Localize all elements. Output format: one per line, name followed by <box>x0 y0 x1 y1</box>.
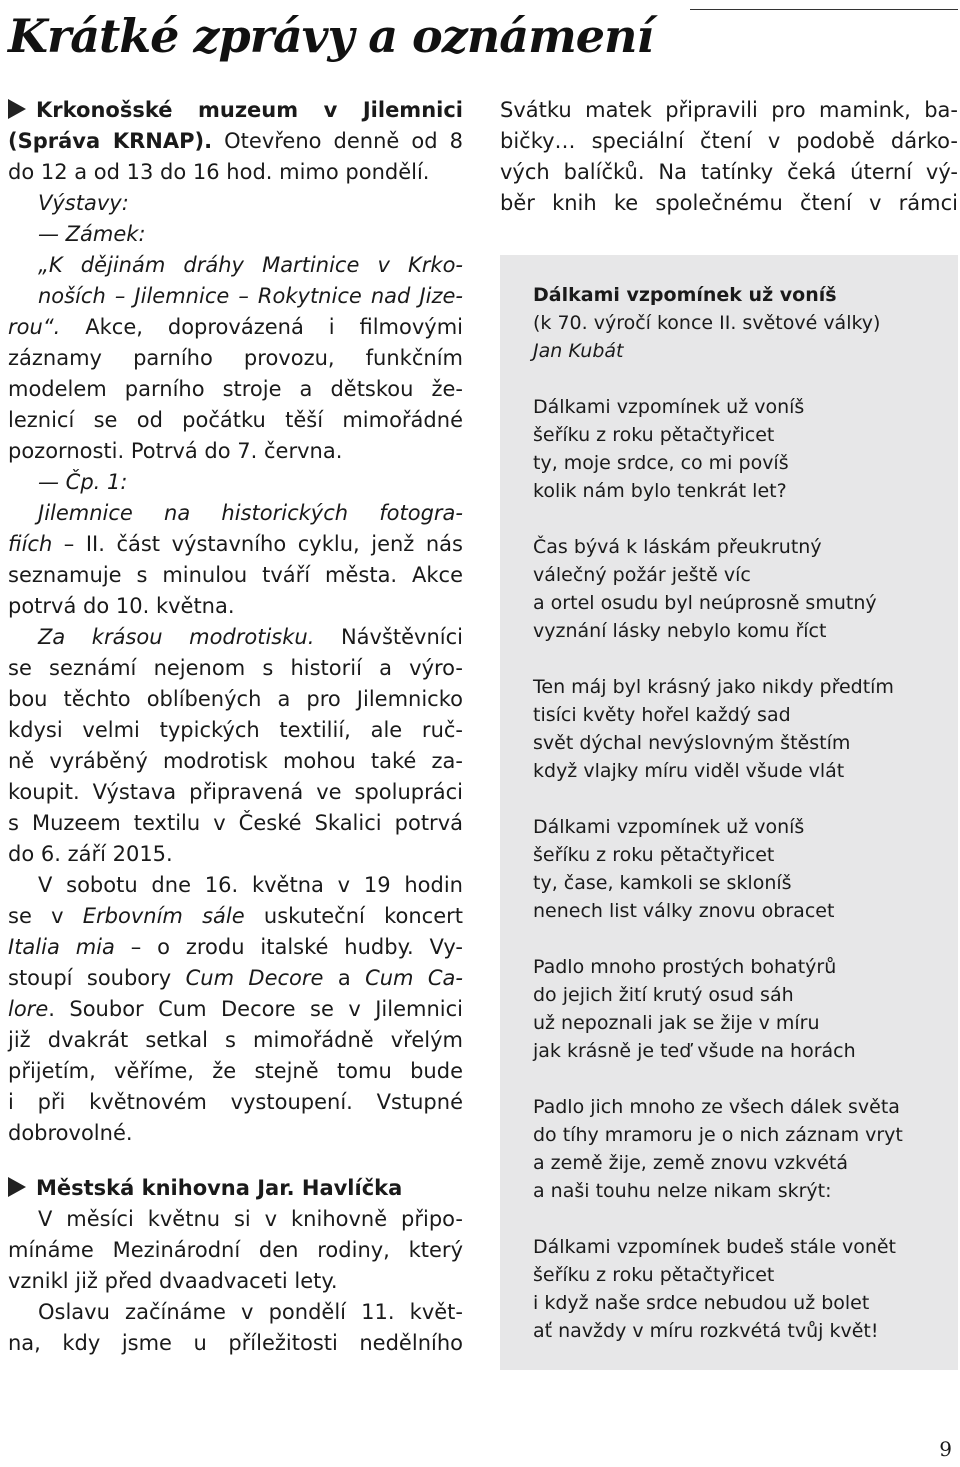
poem-line: do tíhy mramoru je o nich záznam vryt <box>533 1124 903 1146</box>
poem-line: Ten máj byl krásný jako nikdy předtím <box>533 676 894 698</box>
poem-title: Dálkami vzpomínek už voníš <box>533 284 837 306</box>
poem-stanza <box>533 673 953 785</box>
poem-line: do jejich žití krutý osud sáh <box>533 984 794 1006</box>
poem-line: válečný požár ještě víc <box>533 564 751 586</box>
poem-line: už nepoznali jak se žije v míru <box>533 1012 820 1034</box>
page-title: Krátké zprávy a oznámení <box>8 9 653 63</box>
poem-line: vyznání lásky nebylo komu říct <box>533 620 827 642</box>
poem-stanza <box>533 533 953 645</box>
poem-line: šeříku z roku pětačtyřicet <box>533 424 775 446</box>
poem-stanza <box>533 393 953 505</box>
poem-line: Padlo mnoho prostých bohatýrů <box>533 956 837 978</box>
poem-line: ty, moje srdce, co mi povíš <box>533 452 789 474</box>
poem-line: Dálkami vzpomínek budeš stále vonět <box>533 1236 896 1258</box>
right-column-text: Svátku matek připravili pro mamink, ba- bičky… speciální čtení v podobě dárko- vých balíčků. Na tatínky čeká úterní vý- běr knih ke společnému čtení v rámci <box>500 98 958 215</box>
triangle-bullet-icon <box>8 99 26 119</box>
poem-line: jak krásně je teď všude na horách <box>533 1040 856 1062</box>
poem-author: Jan Kubát <box>533 340 624 362</box>
museum-heading: Krkonošské muzeum v Jilemnici <box>8 95 463 126</box>
poem-stanza <box>533 953 953 1065</box>
library-heading: Městská knihovna Jar. Havlíčka <box>8 1173 463 1204</box>
poem <box>533 281 953 1345</box>
poem-line: šeříku z roku pětačtyřicet <box>533 844 775 866</box>
left-column: Krkonošské muzeum v Jilemnici (Správa KRNAP). Otevřeno denně od 8 do 12 a od 13 do 16 hod. mimo pondělí. Výstavy: — Zámek: „K dějinám dráhy Martinice v Krko- noších – Jilemnice – Rokytnice nad Jize- rou“. Akce, doprovázená i filmovými záznamy parního provozu, funkčním modelem parního stroje a dětskou že- leznicí se od počátku těší mimořádné pozornosti. Potrvá do 7. června. — Čp. 1: Jilemnice na historických fotogra- fiích – II. část výstavního cyklu, jenž nás seznamuje s minulou tváří města. Akce potrvá do 10. května. Za krásou modrotisku. Návštěvníci se seznámí nejenom s historií a výro- bou těchto oblíbených a pro Jilemnicko kdysi velmi typických textilií, ale ruč- ně vyráběný modrotisk mohou také za- koupit. Výstava připravená ve spolupráci s Muzeem textilu v České Skalici potrvá do 6. září 2015. V sobotu dne 16. května v 19 hodin se v Erbovním sále uskuteční koncert Italia mia – o zrodu italské hudby. Vy- stoupí soubory Cum Decore a Cum Ca- lore. Soubor Cum Decore se v Jilemnici již dvakrát setkal s mimořádně vřelým přijetím, věříme, že stejně tomu bude i při květnovém vystoupení. Vstupné dobrovolné. Městská knihovna Jar. Havlíčka V měsíci květnu si v knihovně připo- mínáme Mezinárodní den rodiny, který vznikl již před dvaadvaceti lety. Oslavu začínáme v pondělí 11. květ- na, kdy jsme u příležitosti nedělního <box>8 95 463 1359</box>
poem-line: když vlajky míru viděl všude vlát <box>533 760 845 782</box>
poem-line: Čas bývá k láskám přeukrutný <box>533 536 822 558</box>
poem-line: ať navždy v míru rozkvétá tvůj květ! <box>533 1320 879 1342</box>
poem-line: ty, čase, kamkoli se skloníš <box>533 872 792 894</box>
poem-line: i když naše srdce nebudou už bolet <box>533 1292 870 1314</box>
poem-line: svět dýchal nevýslovným štěstím <box>533 732 851 754</box>
poem-line: Dálkami vzpomínek už voníš <box>533 396 805 418</box>
poem-line: a ortel osudu byl neúprosně smutný <box>533 592 877 614</box>
poem-stanza <box>533 1093 953 1205</box>
poem-stanza <box>533 813 953 925</box>
poem-line: šeříku z roku pětačtyřicet <box>533 1264 775 1286</box>
poem-line: tisíci květy hořel každý sad <box>533 704 791 726</box>
poem-line: Dálkami vzpomínek už voníš <box>533 816 805 838</box>
poem-line: a země žije, země znovu vzkvétá <box>533 1152 848 1174</box>
poem-line: Padlo jich mnoho ze všech dálek světa <box>533 1096 900 1118</box>
title-rule <box>690 9 958 10</box>
poem-line: nenech list války znovu obracet <box>533 900 835 922</box>
poem-subtitle: (k 70. výročí konce II. světové války) <box>533 312 881 334</box>
poem-line: kolik nám bylo tenkrát let? <box>533 480 787 502</box>
poem-line: a naši touhu nelze nikam skrýt: <box>533 1180 832 1202</box>
page-number: 9 <box>939 1437 952 1461</box>
triangle-bullet-icon <box>8 1177 26 1197</box>
poem-stanza <box>533 1233 953 1345</box>
